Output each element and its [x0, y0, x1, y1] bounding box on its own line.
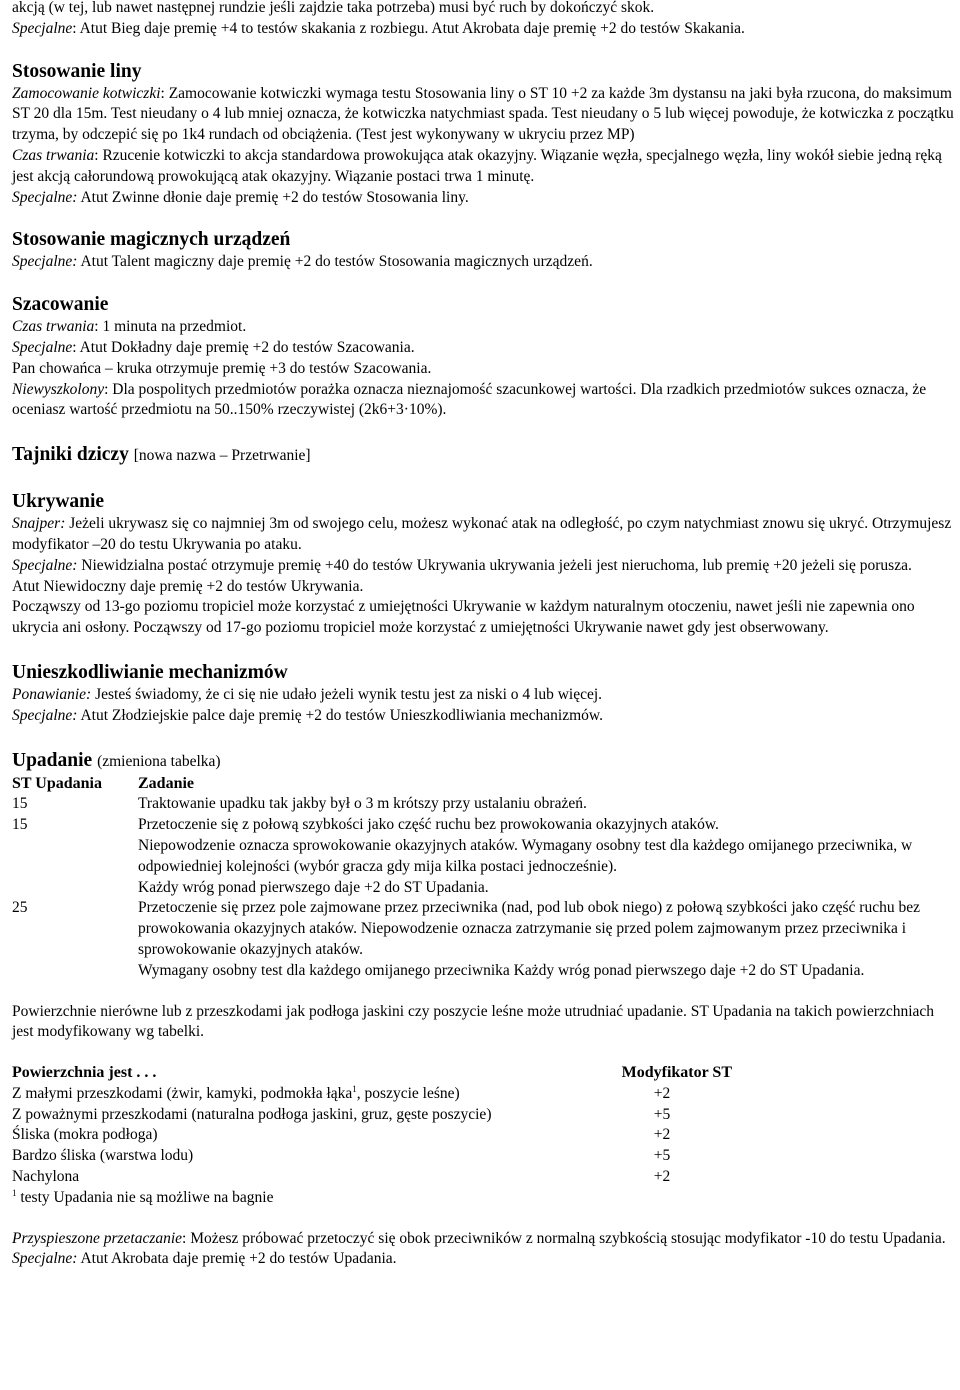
intro-line-1: akcją (w tej, lub nawet następnej rundzie jeśli zajdzie taka potrzeba) musi być ruch by dokończyć skok. — [12, 0, 655, 16]
surface-table-header — [12, 1063, 732, 1084]
surface-name: Z małymi przeszkodami (żwir, kamyki, podmokła łąka — [12, 1084, 353, 1102]
label-special: Specjalne: — [12, 188, 78, 206]
heading-rope: Stosowanie liny — [12, 60, 142, 82]
column-header-dc: ST Upadania — [12, 774, 102, 792]
heading-disable: Unieszkodliwianie mechanizmów — [12, 661, 288, 683]
disable-special — [12, 706, 954, 727]
tumble-table — [12, 774, 948, 982]
text-special: Atut Złodziejskie palce daje premię +2 do testów Unieszkodliwiania mechanizmów. — [77, 706, 603, 724]
column-header-modifier: Modyfikator ST — [621, 1064, 732, 1082]
label-time: Czas trwania — [12, 318, 95, 336]
footnote-text: testy Upadania nie są możliwe na bagnie — [16, 1188, 274, 1206]
dc-cell: 25 — [12, 899, 28, 917]
surface-name: Śliska (mokra podłoga) — [12, 1126, 158, 1144]
surface-name-tail: , poszycie leśne) — [356, 1084, 460, 1102]
appraise-line-3: Pan chowańca – kruka otrzymuje premię +3 do testów Szacowania. — [12, 359, 432, 377]
tumble-special — [12, 1249, 954, 1270]
text-untrained: : Dla pospolitych przedmiotów porażka oznacza nieznajomość szacunkowej wartości. Dla rzadkich przedmiotów sukces oznacza, że oceniasz wartość przedmiotu na 50..150% rzeczywistej (2k6+3·10%). — [12, 380, 927, 419]
hide-line-4: Począwszy od 13-go poziomu tropiciel może korzystać z umiejętności Ukrywanie w każdym naturalnym otoczeniu, nawet jeśli nie zapewnia ono ukrycia ani osłony. Począwszy od 17-go poziomu tropiciel może korzystać z umiejętności Ukrywanie nawet gdy jest obserwowany. — [12, 598, 915, 637]
dc-cell: 15 — [12, 816, 28, 834]
label-sniper: Snajper: — [12, 515, 66, 533]
modifier-cell: +2 — [653, 1126, 671, 1144]
tumble-table-body — [12, 794, 948, 981]
disable-retry — [12, 685, 954, 706]
table-row — [12, 1146, 732, 1167]
surface-cell — [12, 1146, 592, 1167]
hide-line-3: Atut Niewidoczny daje premię +2 do testów Ukrywania. — [12, 577, 364, 595]
text-special: Atut Talent magiczny daje premię +2 do testów Stosowania magicznych urządzeń. — [77, 253, 593, 271]
task-cell — [138, 815, 948, 898]
appraise-time — [12, 317, 954, 338]
label-special: Specjalne — [12, 19, 73, 37]
surface-name: Bardzo śliska (warstwa lodu) — [12, 1147, 194, 1165]
label-special: Specjalne: — [12, 556, 78, 574]
rope-special — [12, 188, 954, 209]
tumble-table-header — [12, 774, 948, 795]
text-time: : 1 minuta na przedmiot. — [94, 318, 247, 336]
text-accelerated: : Możesz próbować przetoczyć się obok przeciwników z normalną szybkością stosując modyfikator -10 do testu Upadania. — [182, 1229, 946, 1247]
text-special: Atut Akrobata daje premię +2 do testów Upadania. — [77, 1250, 397, 1268]
modifier-cell: +2 — [653, 1084, 671, 1102]
heading-wild-subtitle: [nowa nazwa – Przetrwanie] — [133, 447, 311, 465]
text-sniper: Jeżeli ukrywasz się co najmniej 3m od swojego celu, możesz wykonać atak na odległość, po czym natychmiast znowu się ukryć. Otrzymujesz modyfikator –20 do testu Ukrywania po ataku. — [12, 515, 952, 553]
label-retry: Ponawianie: — [12, 685, 92, 703]
heading-appraise: Szacowanie — [12, 294, 109, 316]
label-special: Specjalne: — [12, 1250, 78, 1268]
surface-cell — [12, 1105, 592, 1126]
surface-cell — [12, 1167, 592, 1188]
task-cell — [138, 898, 948, 981]
text-time: : Rzucenie kotwiczki to akcja standardowa prowokująca atak okazyjny. Wiązanie węzła, specjalnego węzła, liny wokół siebie jedną ręką jest akcją całorundową prowokującą atak okazyjny. Wiązanie postaci trwa 1 minutę. — [12, 146, 942, 185]
label-time: Czas trwania — [12, 146, 95, 164]
table-row — [12, 815, 948, 898]
label-anchor: Zamocowanie kotwiczki — [12, 84, 161, 102]
column-header-surface: Powierzchnia jest . . . — [12, 1064, 157, 1082]
tumble-accelerated — [12, 1229, 954, 1250]
task-cell — [138, 794, 948, 815]
text-special: Atut Zwinne dłonie daje premię +2 do testów Stosowania liny. — [77, 188, 469, 206]
task-line: Traktowanie upadku tak jakby był o 3 m krótszy przy ustalaniu obrażeń. — [138, 795, 587, 813]
task-line: Każdy wróg ponad pierwszego daje +2 do ST Upadania. — [138, 878, 489, 896]
rope-time — [12, 146, 954, 188]
dc-cell: 15 — [12, 795, 28, 813]
table-row — [12, 898, 948, 981]
appraise-special — [12, 338, 954, 359]
table-row — [12, 1105, 732, 1126]
intro-line-2 — [12, 19, 954, 40]
footnote-ref: 1 — [352, 1083, 357, 1094]
text-anchor: : Zamocowanie kotwiczki wymaga testu Stosowania liny o ST 10 +2 za każde 3m dystansu na jaki była rzucona, do maksimum ST 20 dla 15m. Test nieudany o 4 lub mniej oznacza, że kotwiczka natychmiast spada. Test nieudany o 5 lub więcej powoduje, że kotwiczka z początku trzyma, by odczepić się po 1k4 rundach od obciążenia. (Test jest wykonywany w ukryciu przez MP) — [12, 84, 954, 144]
text-special: Niewidzialna postać otrzymuje premię +40 do testów Ukrywania ukrywania jeżeli jest nieruchoma, lub premię +20 jeżeli się porusza. — [77, 556, 912, 574]
rope-anchor — [12, 84, 954, 146]
table-row — [12, 1167, 732, 1188]
surface-table-body — [12, 1084, 732, 1188]
surface-text: Powierzchnie nierówne lub z przeszkodami jak podłoga jaskini czy poszycie leśne może utrudniać upadanie. ST Upadania na takich powierzchniach jest modyfikowany wg tabelki. — [12, 1002, 935, 1041]
surface-name: Z poważnymi przeszkodami (naturalna podłoga jaskini, gruz, gęste poszycie) — [12, 1105, 492, 1123]
label-special: Specjalne — [12, 338, 73, 356]
task-line: Przetoczenie się przez pole zajmowane przez przeciwnika (nad, pod lub obok niego) z połową szybkości jako część ruchu bez prowokowania okazyjnych ataków. Niepowodzenie oznacza zatrzymanie się przed polem zajmowanym przez przeciwnika i sprowokowanie okazyjnych ataków. — [138, 899, 920, 958]
label-special: Specjalne: — [12, 706, 78, 724]
label-special: Specjalne: — [12, 253, 78, 271]
surface-cell — [12, 1084, 592, 1105]
hide-sniper — [12, 514, 954, 556]
text-retry: Jesteś świadomy, że ci się nie udało jeżeli wynik testu jest za niski o 4 lub więcej. — [91, 685, 603, 703]
text-special: : Atut Bieg daje premię +4 to testów skakania z rozbiegu. Atut Akrobata daje premię +2 do testów Skakania. — [72, 19, 745, 37]
heading-tumble-subtitle: (zmieniona tabelka) — [97, 752, 221, 770]
surface-name: Nachylona — [12, 1168, 80, 1186]
label-untrained: Niewyszkolony — [12, 380, 105, 398]
heading-magic: Stosowanie magicznych urządzeń — [12, 229, 291, 251]
column-header-task: Zadanie — [138, 774, 195, 792]
table-row — [12, 1084, 732, 1105]
heading-hide: Ukrywanie — [12, 491, 105, 513]
task-line: Wymagany osobny test dla każdego omijanego przeciwnika Każdy wróg ponad pierwszego daje +2 do ST Upadania. — [138, 961, 865, 979]
surface-table — [12, 1063, 732, 1188]
task-line: Niepowodzenie oznacza sprowokowanie okazyjnych ataków. Wymagany osobny test dla każdego omijanego przeciwnika, w odpowiedniej kolejności (wybór gracza gdy mija kilka postaci jednocześnie). — [138, 836, 913, 875]
task-line: Przetoczenie się z połową szybkości jako część ruchu bez prowokowania okazyjnych ataków. — [138, 816, 719, 834]
heading-tumble: Upadanie (zmieniona tabelka) — [12, 749, 221, 771]
label-accelerated: Przyspieszone przetaczanie — [12, 1229, 183, 1247]
table-row — [12, 1125, 732, 1146]
table-row — [12, 794, 948, 815]
modifier-cell: +5 — [653, 1105, 671, 1123]
footnote — [12, 1188, 954, 1209]
heading-wild: Tajniki dziczy [nowa nazwa – Przetrwanie] — [12, 444, 311, 466]
text-special: : Atut Dokładny daje premię +2 do testów Szacowania. — [72, 338, 415, 356]
magic-special — [12, 252, 954, 273]
modifier-cell: +2 — [653, 1168, 671, 1186]
hide-special — [12, 556, 954, 577]
appraise-untrained — [12, 380, 954, 422]
document-page — [12, 0, 954, 1270]
modifier-cell: +5 — [653, 1147, 671, 1165]
surface-cell — [12, 1125, 592, 1146]
footnote-mark: 1 — [12, 1187, 17, 1198]
